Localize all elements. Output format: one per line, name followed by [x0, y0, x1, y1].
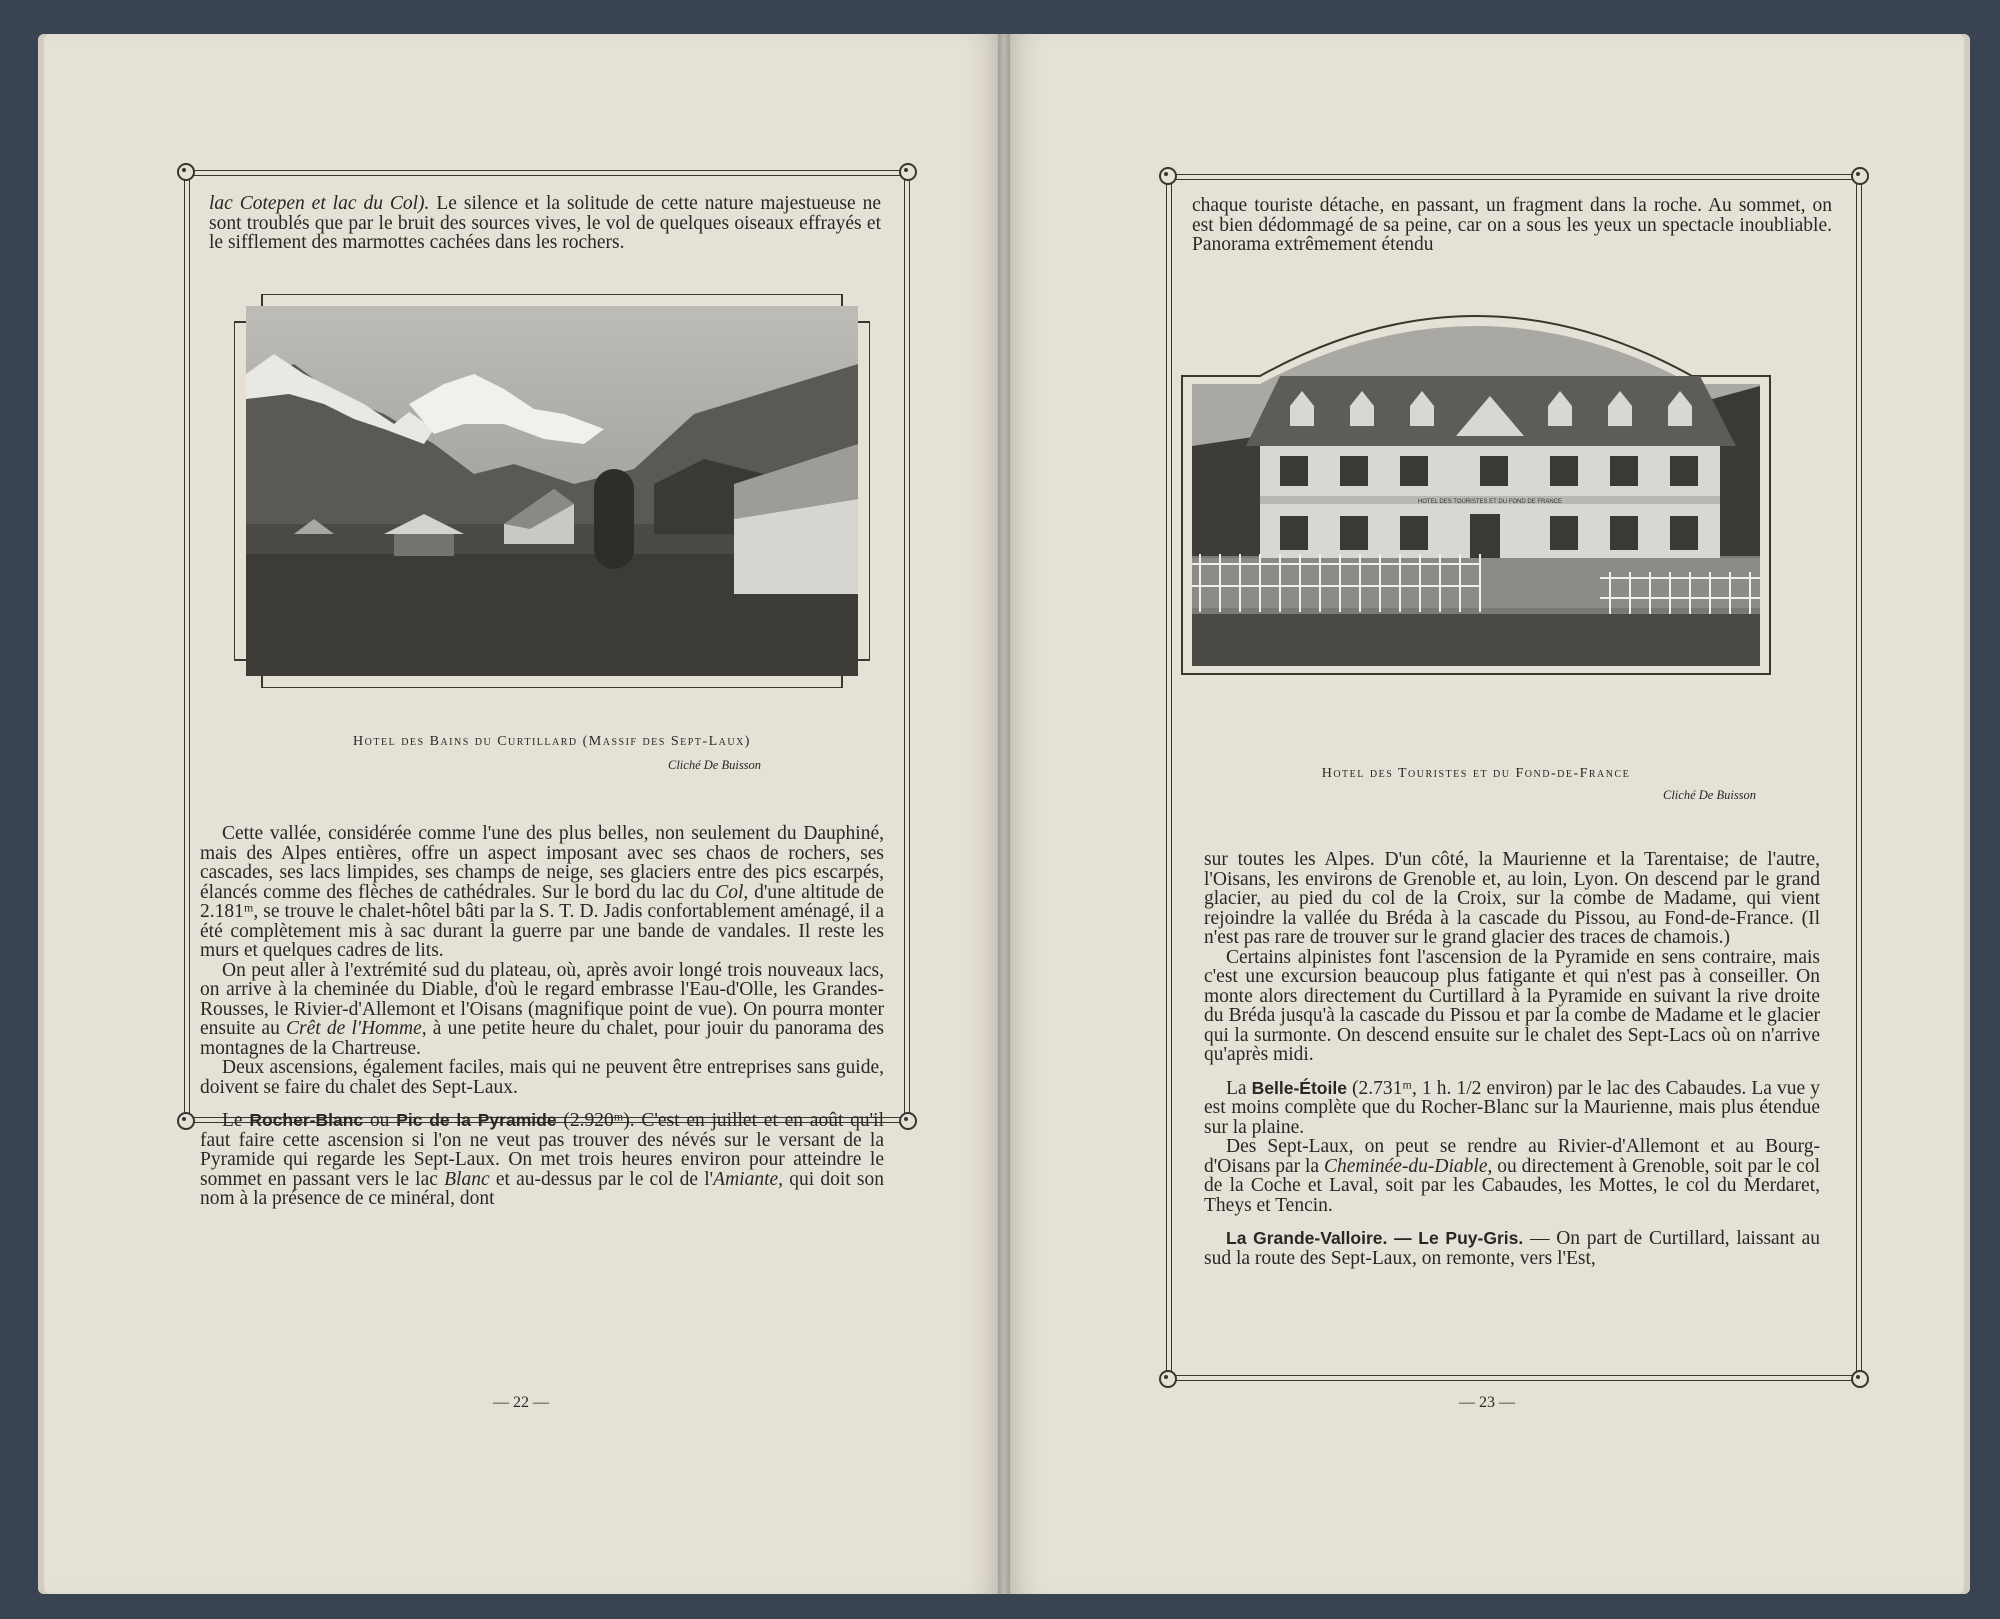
italic-term: Col,: [715, 881, 749, 903]
left-body-text: [200, 824, 884, 1209]
italic-term: lac Cotepen et lac du Col).: [209, 193, 430, 214]
right-intro-text: [1192, 196, 1832, 255]
right-photo-caption: Hotel des Touristes et du Fond-de-France: [1321, 766, 1631, 781]
left-photo-caption: Hotel des Bains du Curtillard (Massif des Sept-Laux): [353, 734, 751, 749]
text-run: sur toutes les Alpes. D'un côté, la Maurienne et la Tarentaise; de l'autre, l'Oisans, les environs de Grenoble et, au loin, Lyon. On descend par le grand glacier, au pied du col de la Croix, sur la combe de Madame, qui vient rejoindre la vallée du Bréda à la cascade du Pissou, au Fond-de-France. (Il n'est pas rare de trouver sur le grand glacier des traces de chamois.): [1204, 849, 1820, 948]
right-page: [1004, 34, 1970, 1594]
page-number-left: — 22 —: [493, 1394, 549, 1411]
photo-frame-left: [234, 294, 870, 688]
right-paragraph-2: [1204, 948, 1820, 1065]
bold-term: Belle-Étoile: [1251, 1077, 1347, 1098]
text-run: et au-dessus par le col de l': [489, 1168, 714, 1190]
text-run: ou: [363, 1110, 397, 1131]
text-run: Certains alpinistes font l'ascension de la Pyramide en sens contraire, mais c'est une excursion beaucoup plus fatigante et qui n'est pas à conseiller. On monte alors directement du Curtillard à la Pyramide en suivant la rive droite du Bréda jusqu'à la cascade du Pissou et par la combe de Madame et le glacier qui la surmonte. On descend ensuite sur le chalet des Sept-Lacs où on n'arrive qu'après midi.: [1204, 946, 1820, 1065]
italic-term: Amiante,: [713, 1168, 784, 1190]
left-paragraph-1: [200, 824, 884, 961]
text-run: d'une altitude de 2.181ᵐ, se trouve le chalet-hôtel bâti par la S. T. D. Jadis confortablement aménagé, il a été complètement mis à sac durant la guerre par une bande de vandales. Il reste les murs et quelques cadres de lits.: [200, 881, 884, 961]
right-paragraph-5: [1204, 1229, 1820, 1268]
text-run: (2.731ᵐ, 1 h. 1/2 environ) par le lac des Cabaudes. La vue y est moins complète que du Rocher-Blanc sur la Maurienne, mais plus étendue sur la plaine.: [1204, 1077, 1820, 1138]
corner-ornament: [1159, 167, 1177, 185]
left-photo-credit: Cliché De Buisson: [668, 758, 762, 772]
text-run: On peut aller à l'extrémité sud du plateau, où, après avoir longé trois nouveaux lacs, on arrive à la cheminée du Diable, d'où le regard embrasse l'Eau-d'Olle, les Grandes-Rousses, le Rivier-d'Allemont et l'Oisans (magnifique point de vue). On pourra monter ensuite au: [200, 959, 884, 1039]
right-paragraph-4: [1204, 1137, 1820, 1215]
text-run: à une petite heure du chalet, pour jouir du panorama des montagnes de la Chartreuse.: [200, 1018, 885, 1059]
right-body-text: [1204, 850, 1820, 1268]
right-photo-credit: Cliché De Buisson: [1663, 788, 1757, 802]
italic-term: Crêt de l'Homme,: [286, 1018, 427, 1039]
photo-frame-right: [1180, 296, 1772, 676]
book-gutter: [998, 34, 1010, 1594]
left-paragraph-3: [200, 1058, 884, 1097]
text-run: chaque touriste détache, en passant, un fragment dans la roche. Au sommet, on est bien dédommagé de sa peine, car on a sous les yeux un spectacle inoubliable. Panorama extrêmement étendu: [1192, 195, 1832, 255]
text-run: qui doit son nom à la présence de ce minéral, dont: [200, 1168, 884, 1209]
left-paragraph-2: [200, 961, 884, 1059]
italic-term: Cheminée-du-Diable,: [1323, 1155, 1493, 1177]
text-run: ou directement à Grenoble, soit par le col de la Coche et Laval, soit par les Cabaudes, les Mottes, le col du Merdaret, Theys et Tencin.: [1204, 1155, 1820, 1216]
text-run: (2.920ᵐ). C'est en juillet et en août qu'il faut faire cette ascension si l'on ne veut pas trouver des névés sur le versant de la Pyramide qui regarde les Sept-Laux. On met trois heures environ pour atteindre le sommet en passant vers le lac: [200, 1110, 885, 1190]
text-run: Deux ascensions, également faciles, mais qui ne peuvent être entreprises sans guide, doivent se faire du chalet des Sept-Laux.: [200, 1057, 884, 1098]
hotel-sign: HOTEL DES TOURISTES ET DU FOND DE FRANCE: [1417, 499, 1563, 505]
corner-ornament: [1851, 167, 1869, 185]
corner-ornament: [1159, 1370, 1177, 1388]
page-number-right: — 23 —: [1459, 1394, 1515, 1411]
text-run: La: [1226, 1077, 1252, 1099]
text-run: Le: [222, 1110, 250, 1131]
left-paragraph-4: [200, 1111, 884, 1209]
right-paragraph-3: [1204, 1079, 1820, 1138]
text-run: Le silence et la solitude de cette nature majestueuse ne sont troublés que par le bruit des sources vives, le vol de quelques oiseaux effrayés et le sifflement des marmottes cachées dans les rochers.: [209, 193, 881, 253]
italic-term: Blanc: [444, 1168, 490, 1190]
left-page: [38, 34, 1004, 1594]
corner-ornament: [899, 1112, 917, 1130]
text-run: Des Sept-Laux, on peut se rendre au Rivier-d'Allemont et au Bourg-d'Oisans par la: [1204, 1136, 1820, 1177]
corner-ornament: [177, 163, 195, 181]
corner-ornament: [1851, 1370, 1869, 1388]
bold-term: Pic de la Pyramide: [396, 1110, 557, 1130]
corner-ornament: [899, 163, 917, 181]
bold-term: La Grande-Valloire. — Le Puy-Gris.: [1226, 1228, 1524, 1248]
corner-ornament: [177, 1112, 195, 1130]
open-booklet: [38, 34, 1970, 1594]
text-run: — On part de Curtillard, laissant au sud la route des Sept-Laux, on remonte, vers l'Est,: [1204, 1228, 1820, 1269]
left-intro-text: [209, 194, 881, 253]
right-paragraph-1: [1204, 850, 1820, 948]
text-run: Cette vallée, considérée comme l'une des plus belles, non seulement du Dauphiné, mais des Alpes entières, offre un aspect imposant avec ses chaos de rochers, ses cascades, ses lacs limpides, ses champs de neige, ses glaciers entre des pics escarpés, élancés comme des flèches de cathédrales. Sur le bord du lac du: [200, 823, 884, 903]
bold-term: Rocher-Blanc: [249, 1110, 364, 1130]
